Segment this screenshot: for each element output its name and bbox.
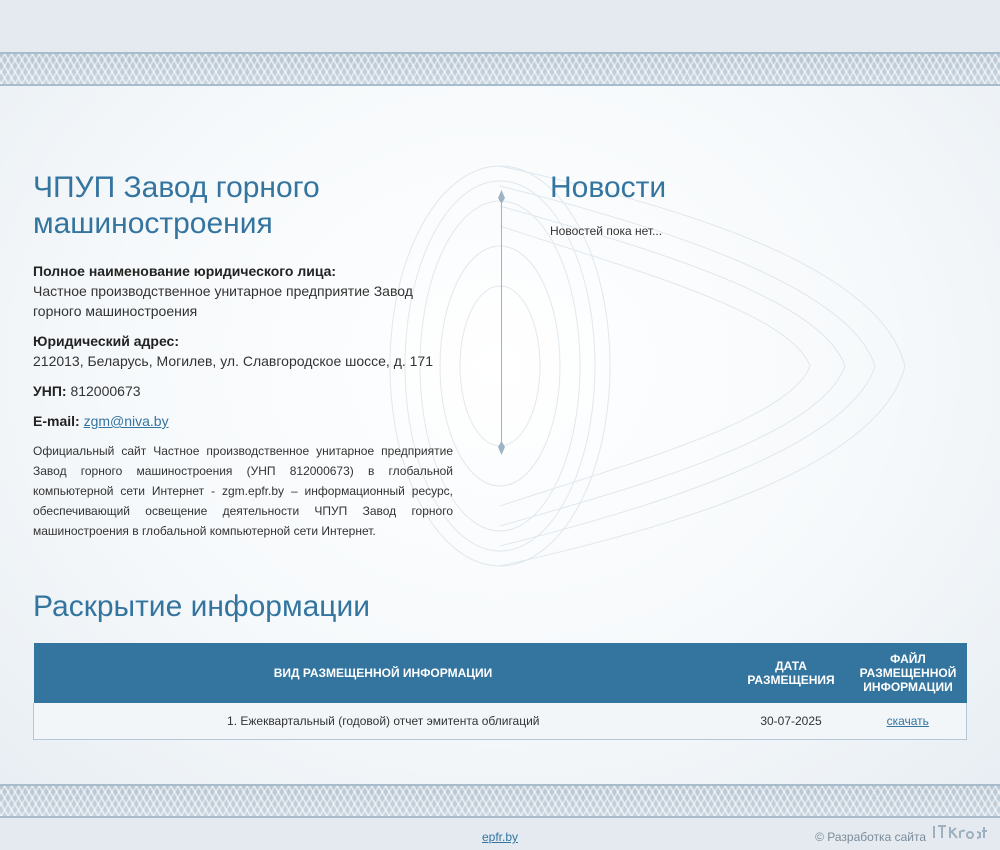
- address-label: Юридический адрес:: [33, 333, 179, 349]
- table-header-row: [34, 643, 967, 703]
- main-content: [0, 86, 1000, 784]
- row-date-cell: 30-07-2025: [733, 703, 850, 740]
- decorative-band-top: [0, 52, 1000, 86]
- news-empty-text: Новостей пока нет...: [550, 224, 663, 238]
- ornamental-divider-icon: [497, 190, 506, 455]
- column-header-file: ФАЙЛ РАЗМЕЩЕННОЙ ИНФОРМАЦИИ: [850, 643, 967, 703]
- site-description: Официальный сайт Частное производственное унитарное предприятие Завод горного машиностроения (УНП 812000673) в глобальной компьютерной сети Интернет - zgm.epfr.by – информационный ресурс, обеспечивающий освещение деятельности ЧПУП Завод горного машиностроения в глобальной компьютерной сети Интернет.: [33, 444, 453, 538]
- full-name-block: [33, 261, 453, 321]
- decorative-band-bottom: [0, 784, 1000, 818]
- unp-value: 812000673: [70, 383, 141, 399]
- table-row: [34, 703, 967, 740]
- address-value: 212013, Беларусь, Могилев, ул. Славгородское шоссе, д. 171: [33, 353, 434, 369]
- company-info: [33, 261, 453, 551]
- disclosure-table: [33, 643, 967, 740]
- disclosure-table-wrapper: [33, 643, 967, 740]
- itkreat-logo-icon[interactable]: [932, 823, 990, 841]
- full-name-label: Полное наименование юридического лица:: [33, 263, 337, 279]
- column-header-type: ВИД РАЗМЕЩЕННОЙ ИНФОРМАЦИИ: [34, 643, 733, 703]
- disclosure-title: Раскрытие информации: [33, 590, 370, 623]
- row-file-cell: [850, 703, 967, 740]
- email-link[interactable]: zgm@niva.by: [83, 413, 169, 429]
- unp-label: УНП:: [33, 383, 67, 399]
- company-title: ЧПУП Завод горного машиностроения: [33, 171, 320, 240]
- footer: [0, 818, 1000, 850]
- column-header-date: ДАТА РАЗМЕЩЕНИЯ: [733, 643, 850, 703]
- top-bar: [0, 0, 1000, 52]
- row-type-cell: 1. Ежеквартальный (годовой) отчет эмитента облигаций: [34, 703, 733, 740]
- full-name-value: Частное производственное унитарное предприятие Завод горного машиностроения: [33, 283, 413, 319]
- address-block: [33, 331, 453, 371]
- unp-block: [33, 381, 453, 401]
- email-block: [33, 411, 453, 431]
- email-label: E-mail:: [33, 413, 80, 429]
- footer-credit-text: © Разработка сайта: [815, 830, 926, 844]
- footer-site-link[interactable]: epfr.by: [482, 830, 519, 844]
- download-link[interactable]: скачать: [886, 714, 929, 728]
- news-title: Новости: [550, 171, 667, 204]
